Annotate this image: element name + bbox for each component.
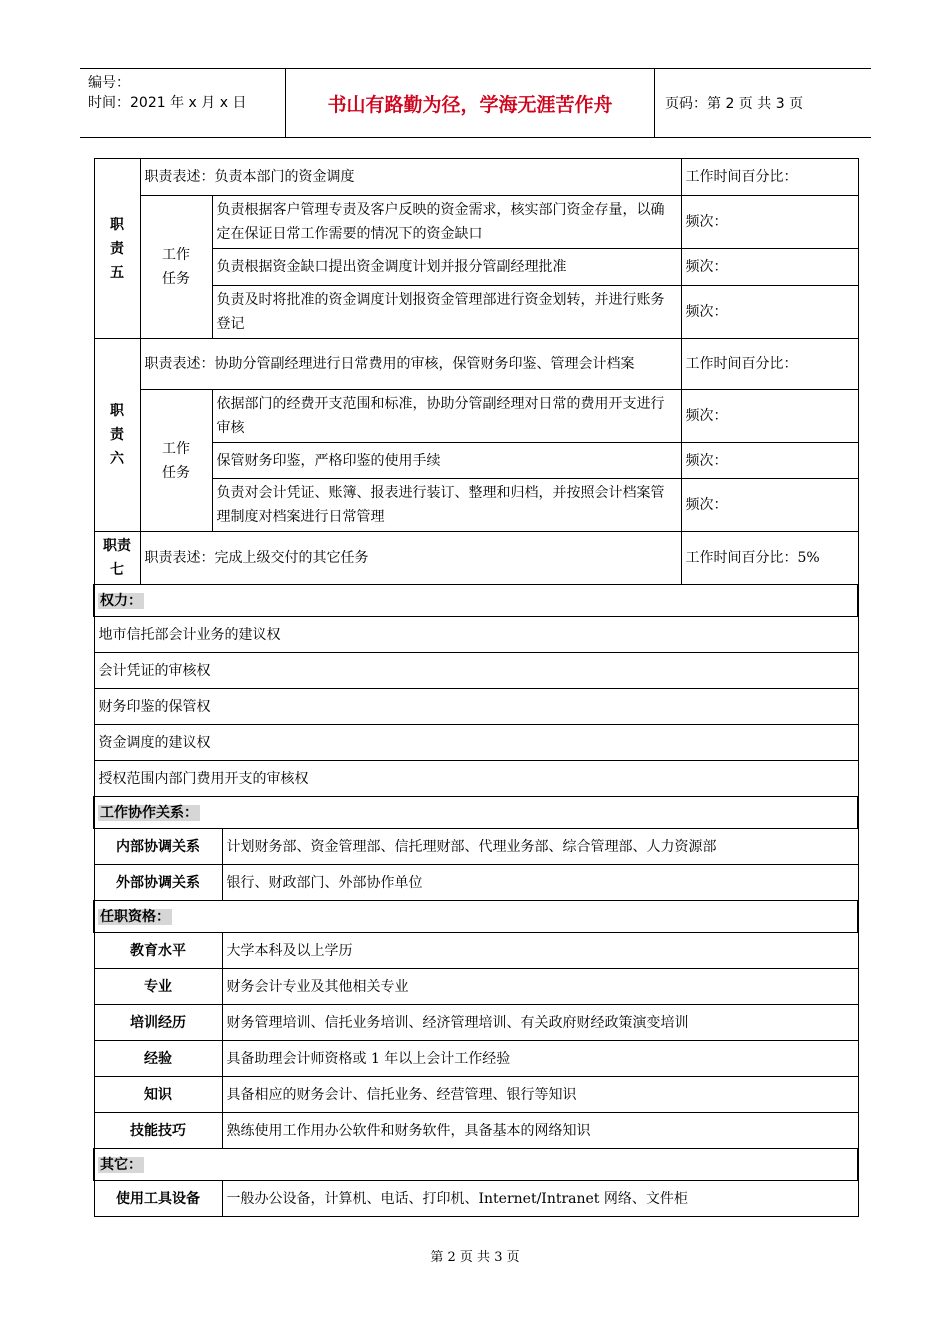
duty-5-task-row — [94, 196, 858, 249]
duty-6-task-1-frequency: 频次： — [681, 390, 858, 443]
experience-value: 具备助理会计师资格或 1 年以上会计工作经验 — [222, 1041, 858, 1077]
power-row — [94, 725, 858, 761]
relation-row — [94, 865, 858, 901]
other-row — [94, 1181, 858, 1217]
duty-6-task-1: 依据部门的经费开支范围和标准，协助分管副经理对日常的费用开支进行审核 — [212, 390, 681, 443]
tools-value: 一般办公设备，计算机、电话、打印机、Internet/Intranet 网络、文件柜 — [222, 1181, 858, 1217]
duty-5-description: 职责表述：负责本部门的资金调度 — [140, 159, 681, 196]
duty-5-description-row — [94, 159, 858, 196]
header-divider — [654, 69, 655, 137]
internal-relation-value: 计划财务部、资金管理部、信托理财部、代理业务部、综合管理部、人力资源部 — [222, 829, 858, 865]
qualification-row — [94, 1077, 858, 1113]
power-item: 财务印鉴的保管权 — [94, 689, 858, 725]
power-row — [94, 689, 858, 725]
header-meta — [88, 73, 283, 113]
page-header — [80, 68, 871, 138]
education-value: 大学本科及以上学历 — [222, 933, 858, 969]
duty-6-task-label: 工作 任务 — [140, 390, 212, 532]
duty-6-label: 职 责 六 — [94, 339, 140, 532]
duty-5-label: 职 责 五 — [94, 159, 140, 339]
power-item: 授权范围内部门费用开支的审核权 — [94, 761, 858, 797]
qualifications-title: 任职资格： — [94, 901, 858, 933]
relations-title: 工作协作关系： — [94, 797, 858, 829]
education-label: 教育水平 — [94, 933, 222, 969]
power-item: 会计凭证的审核权 — [94, 653, 858, 689]
power-item: 资金调度的建议权 — [94, 725, 858, 761]
job-description-table — [93, 158, 859, 1217]
duty-5-task-2-frequency: 频次： — [681, 249, 858, 286]
duty-6-description: 职责表述：协助分管副经理进行日常费用的审核，保管财务印鉴、管理会计档案 — [140, 339, 681, 390]
skills-value: 熟练使用工作用办公软件和财务软件，具备基本的网络知识 — [222, 1113, 858, 1149]
duty-6-description-row — [94, 339, 858, 390]
power-row — [94, 653, 858, 689]
other-title: 其它： — [94, 1149, 858, 1181]
duty-7-description: 职责表述：完成上级交付的其它任务 — [140, 532, 681, 585]
internal-relation-label: 内部协调关系 — [94, 829, 222, 865]
header-motto: 书山有路勤为径，学海无涯苦作舟 — [327, 93, 613, 116]
qualifications-header-row — [94, 901, 858, 933]
power-row — [94, 617, 858, 653]
knowledge-value: 具备相应的财务会计、信托业务、经营管理、银行等知识 — [222, 1077, 858, 1113]
duty-6-time-percent: 工作时间百分比： — [681, 339, 858, 390]
qualification-row — [94, 1041, 858, 1077]
other-header-row — [94, 1149, 858, 1181]
duty-7-row — [94, 532, 858, 585]
duty-5-task-2: 负责根据资金缺口提出资金调度计划并报分管副经理批准 — [212, 249, 681, 286]
external-relation-value: 银行、财政部门、外部协作单位 — [222, 865, 858, 901]
duty-6-task-row — [94, 390, 858, 443]
tools-label: 使用工具设备 — [94, 1181, 222, 1217]
duty-5-task-3: 负责及时将批准的资金调度计划报资金管理部进行资金划转，并进行账务登记 — [212, 286, 681, 339]
qualification-row — [94, 933, 858, 969]
duty-5-task-3-frequency: 频次： — [681, 286, 858, 339]
powers-header-row — [94, 585, 858, 617]
number-label: 编号： — [88, 75, 130, 91]
qualification-row — [94, 969, 858, 1005]
duty-5-task-1-frequency: 频次： — [681, 196, 858, 249]
duty-6-task-2: 保管财务印鉴，严格印鉴的使用手续 — [212, 443, 681, 479]
duty-5-task-1: 负责根据客户管理专责及客户反映的资金需求，核实部门资金存量，以确定在保证日常工作需要的情况下的资金缺口 — [212, 196, 681, 249]
page-info: 页码：第 2 页 共 3 页 — [665, 96, 804, 112]
duty-7-label: 职责 七 — [94, 532, 140, 585]
duty-5-time-percent: 工作时间百分比： — [681, 159, 858, 196]
power-row — [94, 761, 858, 797]
duty-6-task-2-frequency: 频次： — [681, 443, 858, 479]
duty-6-task-3-frequency: 频次： — [681, 479, 858, 532]
duty-6-task-3: 负责对会计凭证、账簿、报表进行装订、整理和归档，并按照会计档案管理制度对档案进行日常管理 — [212, 479, 681, 532]
major-value: 财务会计专业及其他相关专业 — [222, 969, 858, 1005]
experience-label: 经验 — [94, 1041, 222, 1077]
duty-7-time-percent: 工作时间百分比：5% — [681, 532, 858, 585]
external-relation-label: 外部协调关系 — [94, 865, 222, 901]
training-label: 培训经历 — [94, 1005, 222, 1041]
date-label: 时间：2021 年 x 月 x 日 — [88, 95, 247, 111]
power-item: 地市信托部会计业务的建议权 — [94, 617, 858, 653]
page-footer: 第 2 页 共 3 页 — [430, 1250, 520, 1265]
duty-5-task-label: 工作 任务 — [140, 196, 212, 339]
relation-row — [94, 829, 858, 865]
qualification-row — [94, 1113, 858, 1149]
knowledge-label: 知识 — [94, 1077, 222, 1113]
major-label: 专业 — [94, 969, 222, 1005]
skills-label: 技能技巧 — [94, 1113, 222, 1149]
training-value: 财务管理培训、信托业务培训、经济管理培训、有关政府财经政策演变培训 — [222, 1005, 858, 1041]
powers-title: 权力： — [94, 585, 858, 617]
qualification-row — [94, 1005, 858, 1041]
relations-header-row — [94, 797, 858, 829]
